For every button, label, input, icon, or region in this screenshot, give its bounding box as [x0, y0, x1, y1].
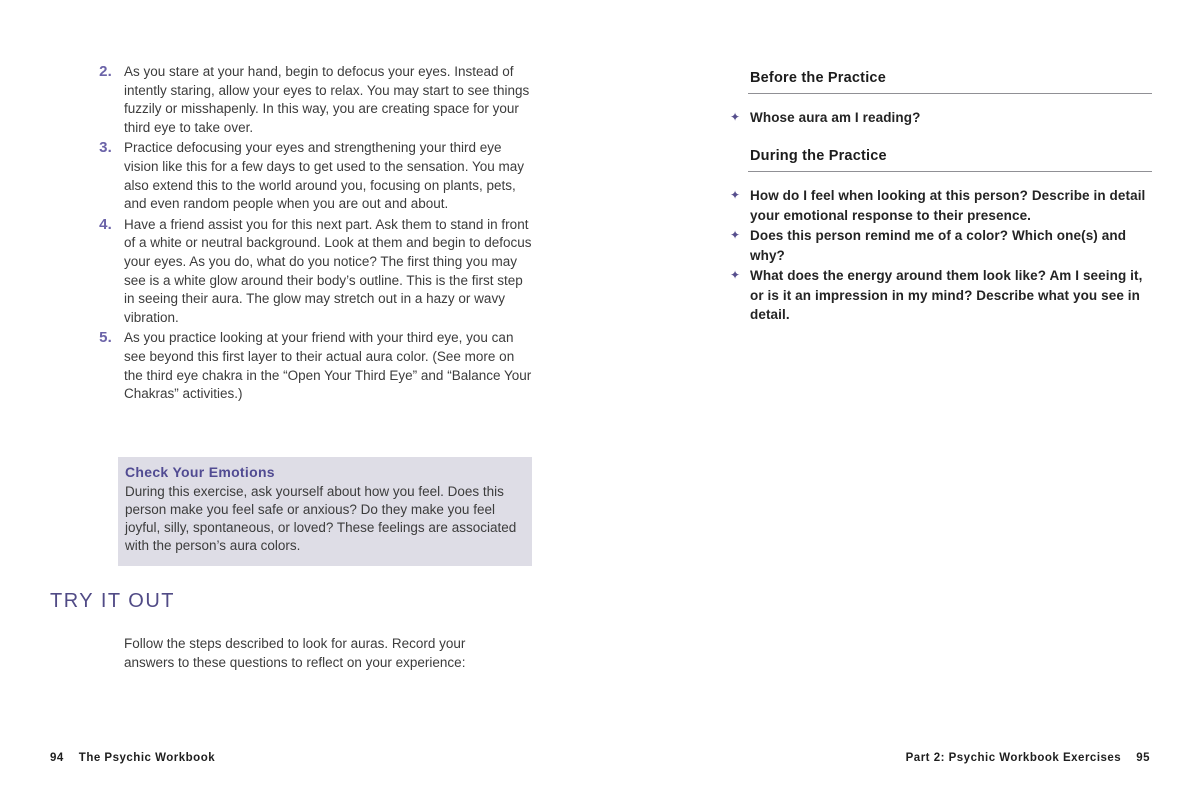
star-bullet-icon: ✦ [730, 110, 741, 124]
step-item-3 [50, 139, 536, 213]
section-header-before-practice [730, 70, 1154, 94]
step-number: 2. [99, 63, 112, 80]
question-item [730, 226, 1160, 265]
star-bullet-icon: ✦ [730, 228, 741, 242]
question-list-before [730, 108, 1160, 129]
section-heading-text: During the Practice [750, 148, 887, 164]
footer-right [906, 752, 1150, 764]
part-title: Part 2: Psychic Workbook Exercises [905, 752, 1122, 764]
horizontal-rule [748, 93, 1152, 94]
step-text: As you stare at your hand, begin to defocus your eyes. Instead of intently staring, allow your eyes to relax. You may start to see things fuzzily or misshapenly. In this way, you are creating space for your third eye to take over. [124, 64, 530, 135]
step-item-2 [50, 63, 536, 137]
question-text: Does this person remind me of a color? Which one(s) and why? [750, 228, 1127, 263]
question-list-during [730, 186, 1160, 326]
section-heading-try-it-out: TRY IT OUT [50, 590, 176, 612]
step-text: As you practice looking at your friend with your third eye, you can see beyond this first layer to their actual aura color. (See more on the third eye chakra in the “Open Your Third Eye” and “Balance Your Chakras” activities.) [124, 330, 532, 402]
star-bullet-icon: ✦ [730, 268, 741, 282]
question-text: What does the energy around them look like? Am I seeing it, or is it an impression in my mind? Describe what you see in detail. [750, 268, 1143, 322]
question-text: How do I feel when looking at this person? Describe in detail your emotional response to their presence. [750, 188, 1146, 223]
numbered-steps-list [50, 63, 536, 406]
star-bullet-icon: ✦ [730, 188, 741, 202]
page-number-left: 94 [50, 752, 64, 764]
question-item [730, 108, 1160, 128]
page-number-right: 95 [1136, 752, 1150, 764]
step-item-5 [50, 329, 536, 403]
section-header-during-practice [730, 148, 1154, 172]
callout-box [118, 457, 532, 566]
callout-body: During this exercise, ask yourself about how you feel. Does this person make you feel safe or anxious? Do they make you feel joyful, silly, spontaneous, or loved? These feelings are associated with the person’s aura colors. [125, 484, 517, 553]
footer-left [50, 752, 215, 764]
step-number: 5. [99, 329, 112, 347]
book-title: The Psychic Workbook [78, 752, 216, 764]
step-item-4 [50, 216, 536, 328]
intro-paragraph: Follow the steps described to look for auras. Record your answers to these questions to reflect on your experience: [124, 636, 466, 671]
horizontal-rule [748, 171, 1152, 172]
step-text: Practice defocusing your eyes and strengthening your third eye vision like this for a few days to get used to the sensation. You may also extend this to the world around you, focusing on plants, pets, and even random people when you are out and about. [124, 140, 524, 212]
section-heading-text: Before the Practice [750, 70, 886, 86]
step-number: 4. [99, 215, 112, 233]
callout-title: Check Your Emotions [125, 464, 275, 480]
step-number: 3. [99, 139, 112, 157]
question-item [730, 266, 1160, 325]
question-item [730, 186, 1160, 225]
question-text: Whose aura am I reading? [750, 110, 921, 125]
step-text: Have a friend assist you for this next part. Ask them to stand in front of a white or neutral background. Look at them and begin to defocus your eyes. As you do, what do you notice? The first thing you may see is a white glow around their body’s outline. This is the first step in seeing their aura. The glow may stretch out in a hazy or wavy vibration. [124, 216, 532, 325]
